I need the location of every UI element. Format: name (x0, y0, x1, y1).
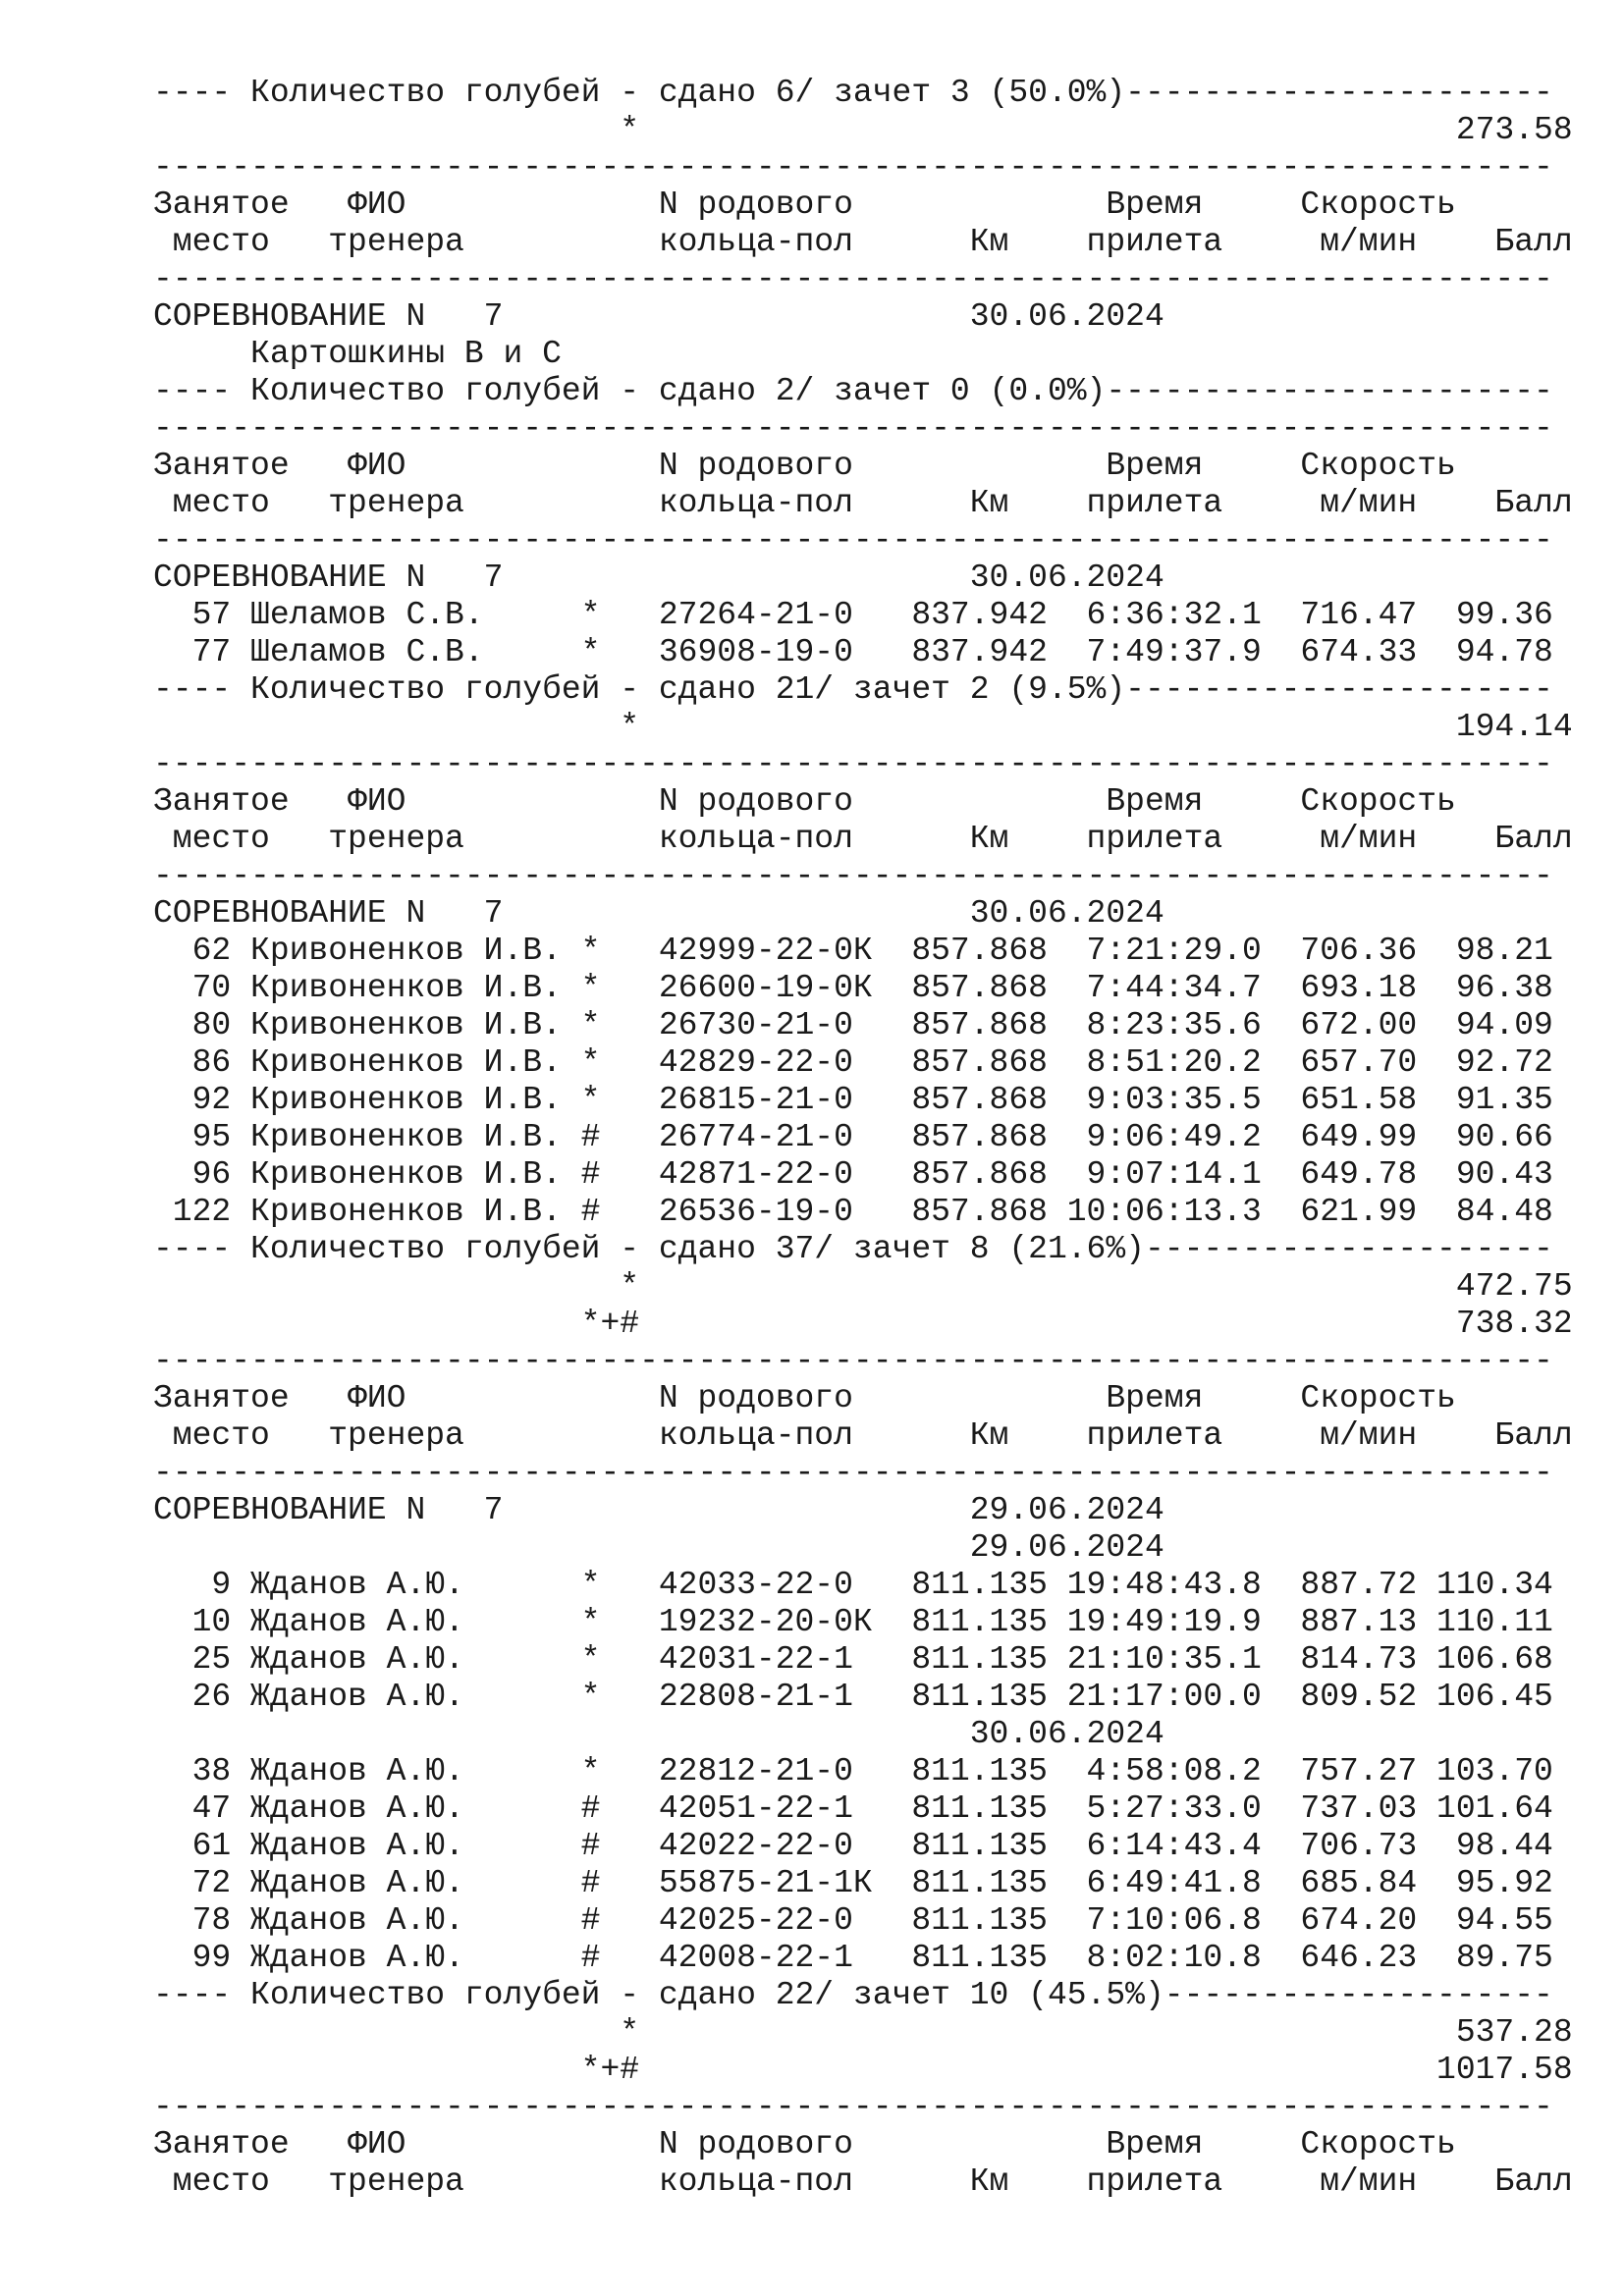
summary-line: ---- Количество голубей - сдано 2/ зачет 0 (0.0%)----------------------- (153, 373, 1553, 409)
column-header: Занятое ФИО N родового Время Скорость (153, 2126, 1553, 2163)
table-row: 86 Кривоненков И.В. * 42829-22-0 857.868 8:51:20.2 657.70 92.72 (153, 1044, 1553, 1081)
date-line: 29.06.2024 (153, 1529, 1164, 1566)
column-header: Занятое ФИО N родового Время Скорость (153, 448, 1553, 484)
table-row: 57 Шеламов С.В. * 27264-21-0 837.942 6:36:32.1 716.47 99.36 (153, 597, 1553, 633)
column-header: место тренера кольца-пол Км прилета м/мин Балл (153, 224, 1573, 260)
total-line: * 537.28 (153, 2014, 1573, 2051)
competition-header: СОРЕВНОВАНИЕ N 7 29.06.2024 (153, 1492, 1164, 1528)
competition-header: СОРЕВНОВАНИЕ N 7 30.06.2024 (153, 895, 1164, 932)
separator-line: ------------------------------------------------------------------------ (153, 858, 1553, 894)
loft-name: Картошкины В и С (153, 336, 562, 372)
separator-line: ------------------------------------------------------------------------ (153, 149, 1553, 186)
table-row: 70 Кривоненков И.В. * 26600-19-0К 857.868 7:44:34.7 693.18 96.38 (153, 970, 1553, 1006)
table-row: 80 Кривоненков И.В. * 26730-21-0 857.868 8:23:35.6 672.00 94.09 (153, 1007, 1553, 1043)
table-row: 77 Шеламов С.В. * 36908-19-0 837.942 7:49:37.9 674.33 94.78 (153, 634, 1553, 670)
competition-header: СОРЕВНОВАНИЕ N 7 30.06.2024 (153, 298, 1164, 335)
separator-line: ------------------------------------------------------------------------ (153, 746, 1553, 782)
competition-header: СОРЕВНОВАНИЕ N 7 30.06.2024 (153, 560, 1164, 596)
summary-line: ---- Количество голубей - сдано 22/ зачет 10 (45.5%)-------------------- (153, 1977, 1553, 2013)
separator-line: ------------------------------------------------------------------------ (153, 2089, 1553, 2125)
table-row: 26 Жданов А.Ю. * 22808-21-1 811.135 21:17:00.0 809.52 106.45 (153, 1679, 1553, 1715)
table-row: 9 Жданов А.Ю. * 42033-22-0 811.135 19:48:43.8 887.72 110.34 (153, 1567, 1553, 1603)
total-line: *+# 1017.58 (153, 2052, 1573, 2088)
table-row: 92 Кривоненков И.В. * 26815-21-0 857.868 9:03:35.5 651.58 91.35 (153, 1082, 1553, 1118)
table-row: 61 Жданов А.Ю. # 42022-22-0 811.135 6:14:43.4 706.73 98.44 (153, 1828, 1553, 1864)
column-header: место тренера кольца-пол Км прилета м/мин Балл (153, 1417, 1573, 1454)
summary-line: ---- Количество голубей - сдано 37/ зачет 8 (21.6%)--------------------- (153, 1231, 1553, 1267)
separator-line: ------------------------------------------------------------------------ (153, 410, 1553, 447)
report-page (153, 75, 1577, 2273)
column-header: Занятое ФИО N родового Время Скорость (153, 783, 1553, 820)
total-line: * 472.75 (153, 1268, 1573, 1305)
column-header: Занятое ФИО N родового Время Скорость (153, 1380, 1553, 1416)
table-row: 47 Жданов А.Ю. # 42051-22-1 811.135 5:27:33.0 737.03 101.64 (153, 1790, 1553, 1827)
table-row: 72 Жданов А.Ю. # 55875-21-1К 811.135 6:49:41.8 685.84 95.92 (153, 1865, 1553, 1901)
table-row: 99 Жданов А.Ю. # 42008-22-1 811.135 8:02:10.8 646.23 89.75 (153, 1940, 1553, 1976)
table-row: 10 Жданов А.Ю. * 19232-20-0К 811.135 19:49:19.9 887.13 110.11 (153, 1604, 1553, 1640)
summary-line: ---- Количество голубей - сдано 6/ зачет 3 (50.0%)---------------------- (153, 75, 1553, 111)
column-header: место тренера кольца-пол Км прилета м/мин Балл (153, 485, 1573, 521)
table-row: 38 Жданов А.Ю. * 22812-21-0 811.135 4:58:08.2 757.27 103.70 (153, 1753, 1553, 1789)
summary-line: ---- Количество голубей - сдано 21/ зачет 2 (9.5%)---------------------- (153, 671, 1553, 708)
table-row: 95 Кривоненков И.В. # 26774-21-0 857.868 9:06:49.2 649.99 90.66 (153, 1119, 1553, 1155)
table-row: 96 Кривоненков И.В. # 42871-22-0 857.868 9:07:14.1 649.78 90.43 (153, 1156, 1553, 1193)
separator-line: ------------------------------------------------------------------------ (153, 1343, 1553, 1379)
separator-line: ------------------------------------------------------------------------ (153, 261, 1553, 297)
separator-line: ------------------------------------------------------------------------ (153, 1455, 1553, 1491)
total-line: * 194.14 (153, 709, 1573, 745)
column-header: место тренера кольца-пол Км прилета м/мин Балл (153, 821, 1573, 857)
table-row: 78 Жданов А.Ю. # 42025-22-0 811.135 7:10:06.8 674.20 94.55 (153, 1902, 1553, 1939)
column-header: место тренера кольца-пол Км прилета м/мин Балл (153, 2163, 1573, 2200)
table-row: 62 Кривоненков И.В. * 42999-22-0К 857.868 7:21:29.0 706.36 98.21 (153, 933, 1553, 969)
table-row: 122 Кривоненков И.В. # 26536-19-0 857.868 10:06:13.3 621.99 84.48 (153, 1194, 1553, 1230)
separator-line: ------------------------------------------------------------------------ (153, 522, 1553, 559)
table-row: 25 Жданов А.Ю. * 42031-22-1 811.135 21:10:35.1 814.73 106.68 (153, 1641, 1553, 1678)
column-header: Занятое ФИО N родового Время Скорость (153, 187, 1553, 223)
total-line: * 273.58 (153, 112, 1573, 148)
date-line: 30.06.2024 (153, 1716, 1164, 1752)
results-report (153, 75, 1577, 2201)
total-line: *+# 738.32 (153, 1306, 1573, 1342)
